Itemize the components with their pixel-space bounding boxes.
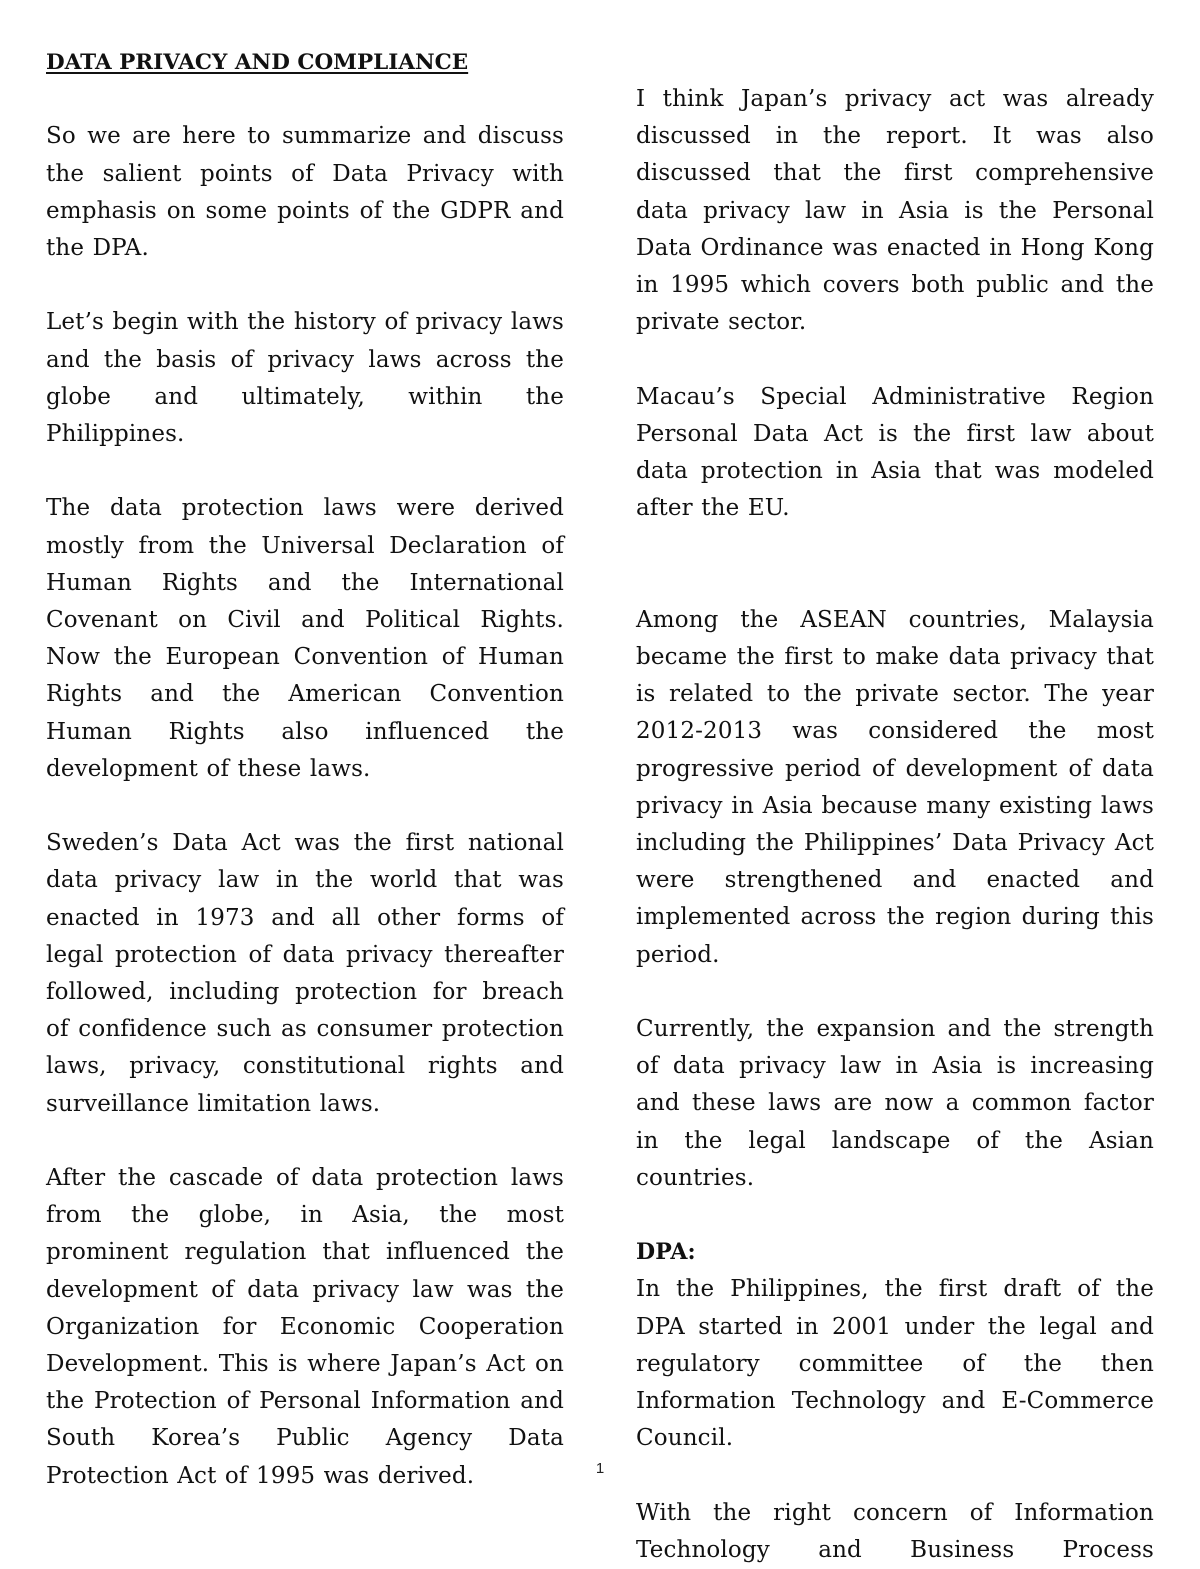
spacer (636, 565, 1154, 602)
document-title: DATA PRIVACY AND COMPLIANCE (46, 50, 469, 75)
left-column (46, 44, 564, 1495)
paragraph: So we are here to summarize and discuss the salient points of Data Privacy with emphasis on some points of the GDPR and the DPA. (46, 123, 564, 261)
spacer (636, 527, 1154, 564)
page-number: 1 (595, 1460, 605, 1477)
right-column (636, 81, 1154, 1569)
section-heading-dpa: DPA: (636, 1239, 696, 1266)
paragraph: Let’s begin with the history of privacy laws and the basis of privacy laws across the globe and ultimately, within the Philippines. (46, 309, 564, 447)
paragraph: Currently, the expansion and the strength of data privacy law in Asia is increasing and these laws are now a common factor in the legal landscape of the Asian countries. (636, 1016, 1154, 1191)
paragraph: In the Philippines, the first draft of the DPA started in 2001 under the legal and regulatory committee of the then Information Technology and E-Commerce Council. (636, 1276, 1154, 1452)
paragraph: Among the ASEAN countries, Malaysia became the first to make data privacy that is related to the private sector. The year 2012-2013 was considered the most progressive period of development of data privacy in Asia because many existing laws including the Philippines’ Data Privacy Act were strengthened and enacted and implemented across the region during this period. (636, 606, 1154, 968)
paragraph: Macau’s Special Administrative Region Personal Data Act is the first law about data protection in Asia that was modeled after the EU. (636, 383, 1154, 522)
paragraph: I think Japan’s privacy act was already discussed in the report. It was also discussed that the first comprehensive data privacy law in Asia is the Personal Data Ordinance was enacted in Hong Kong in 1995 which covers both public and the private sector. (636, 86, 1154, 336)
paragraph: With the right concern of Information Technology and Business Process (636, 1499, 1154, 1563)
paragraph: Sweden’s Data Act was the first national data privacy law in the world that was enacted in 1973 and all other forms of legal protection of data privacy thereafter followed, including protection for breach of confidence such as consumer protection laws, privacy, constitutional rights and surveillance limitation laws. (46, 830, 564, 1117)
paragraph: After the cascade of data protection laws from the globe, in Asia, the most prominent regulation that influenced the development of data privacy law was the Organization for Economic Cooperation Development. This is where Japan’s Act on the Protection of Personal Information and South Korea’s Public Agency Data Protection Act of 1995 was derived. (46, 1165, 564, 1489)
paragraph: The data protection laws were derived mostly from the Universal Declaration of Human Rights and the International Covenant on Civil and Political Rights. Now the European Convention of Human Rights and the American Convention Human Rights also influenced the development of these laws. (46, 495, 564, 782)
